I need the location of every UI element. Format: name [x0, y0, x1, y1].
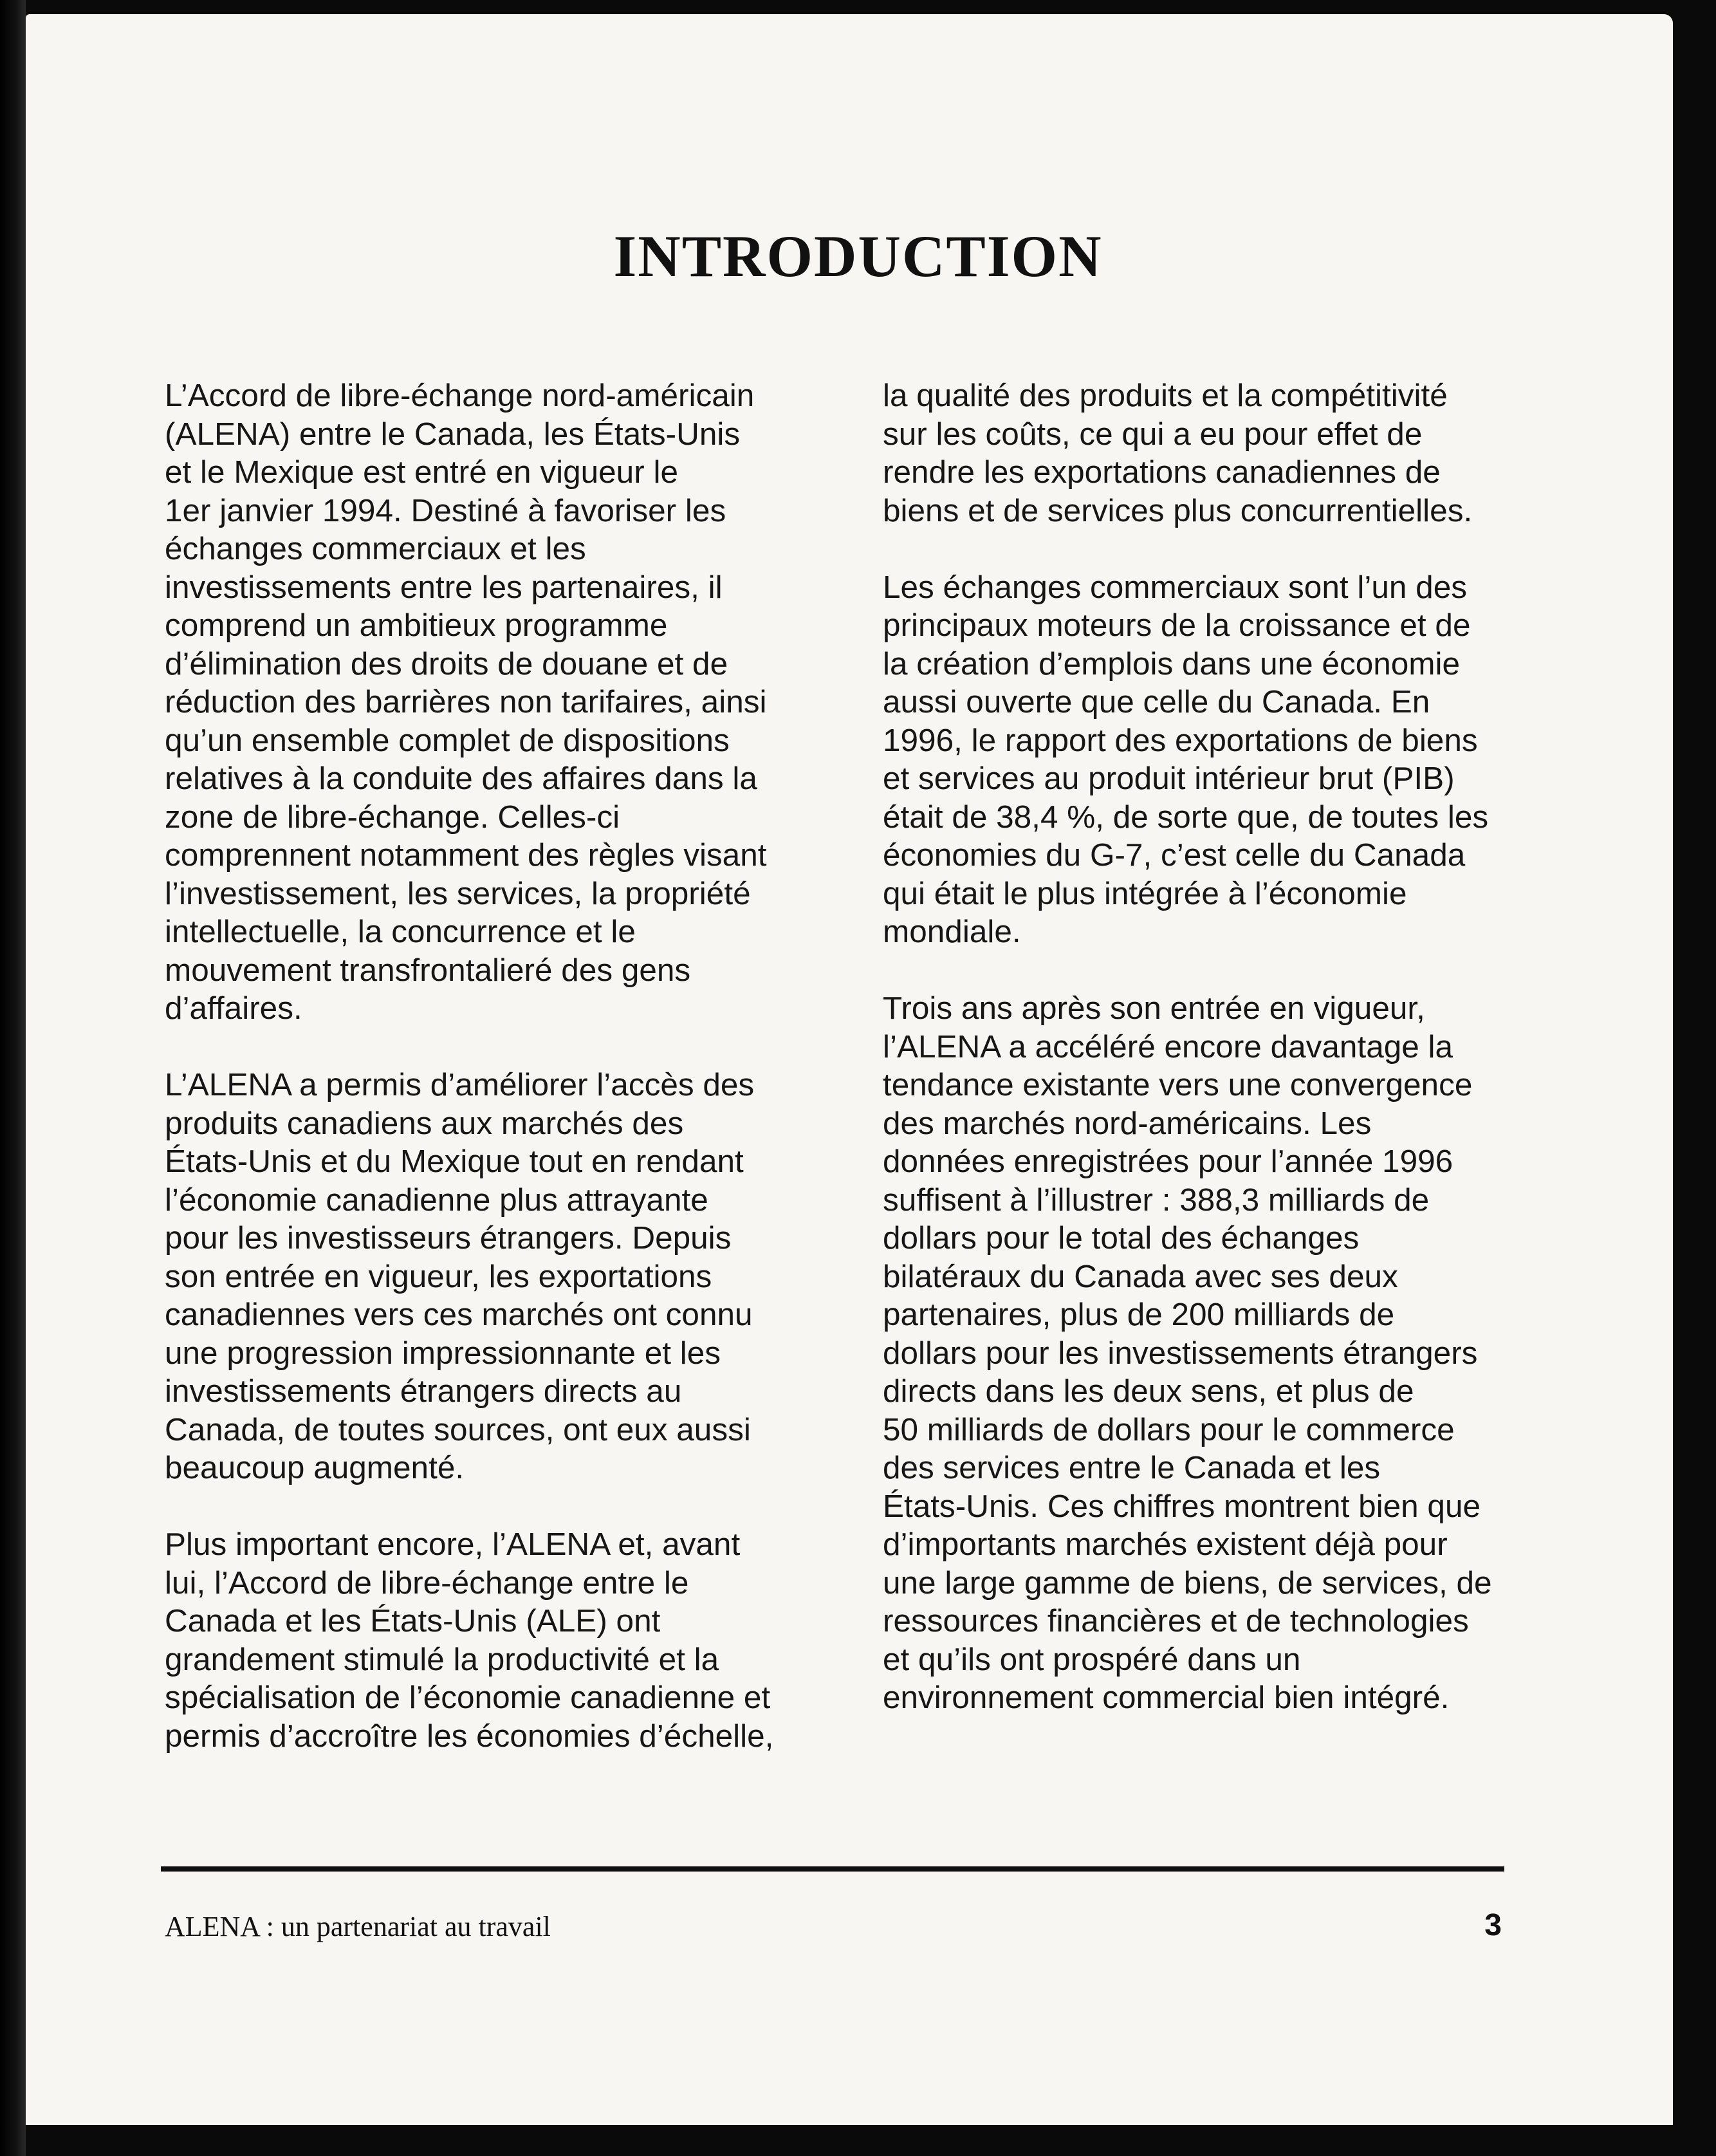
paragraph: L’ALENA a permis d’améliorer l’accès des produits canadiens aux marchés des États-Unis et du Mexique tout en rendant l’économie canadienne plus attrayante pour les investisseurs étrangers. Depuis son entrée en vigueur, les exportations canadiennes vers ces marchés ont connu une progression impressionnante et les investissements étrangers directs au Canada, de toutes sources, ont eux aussi beaucoup augmenté.	[165, 1067, 755, 1485]
left-column	[165, 376, 808, 1794]
page-number: 3	[1484, 1908, 1502, 1942]
page-title: INTRODUCTION	[613, 223, 1103, 289]
scan-left-edge	[0, 0, 26, 2156]
paragraph: la qualité des produits et la compétitivité sur les coûts, ce qui a eu pour effet de rendre les exportations canadiennes de biens et de services plus concurrentielles.	[883, 378, 1473, 528]
paragraph: Les échanges commerciaux sont l’un des principaux moteurs de la croissance et de la création d’emplois dans une économie aussi ouverte que celle du Canada. En 1996, le rapport des exportations de biens et services au produit intérieur brut (PIB) était de 38,4 %, de sorte que, de toutes les économies du G-7, c’est celle du Canada qui était le plus intégrée à l’économie mondiale.	[883, 569, 1489, 949]
right-column	[883, 376, 1526, 1755]
paragraph: Trois ans après son entrée en vigueur, l’ALENA a accéléré encore davantage la tendance existante vers une convergence des marchés nord-américains. Les données enregistrées pour l’année 1996 suffisent à l’illustrer : 388,3 milliards de dollars pour le total des échanges bilatéraux du Canada avec ses deux partenaires, plus de 200 milliards de dollars pour les investissements étrangers directs dans les deux sens, et plus de 50 milliards de dollars pour le commerce des services entre le Canada et les États-Unis. Ces chiffres montrent bien que d’importants marchés existent déjà pour une large gamme de biens, de services, de ressources financières et de technologies et qu’ils ont prospéré dans un environnement commercial bien intégré.	[883, 990, 1492, 1715]
paragraph: L’Accord de libre-échange nord-américain (ALENA) entre le Canada, les États-Unis et le Mexique est entré en vigueur le 1er janvier 1994. Destiné à favoriser les échanges commerciaux et les investissements entre les partenaires, il comprend un ambitieux programme d’élimination des droits de douane et de réduction des barrières non tarifaires, ainsi qu’un ensemble complet de dispositions relatives à la conduite des affaires dans la zone de libre-échange. Celles-ci comprennent notamment des règles visant l’investissement, les services, la propriété intellectuelle, la concurrence et le mouvement transfrontalieré des gens d’affaires.	[165, 378, 767, 1026]
paragraph: Plus important encore, l’ALENA et, avant lui, l’Accord de libre-échange entre le Canada et les États-Unis (ALE) ont grandement stimulé la productivité et la spécialisation de l’économie canadienne et permis d’accroître les économies d’échelle,	[165, 1527, 774, 1754]
footer-title: ALENA : un partenariat au travail	[165, 1911, 551, 1942]
footer-rule	[161, 1866, 1504, 1872]
